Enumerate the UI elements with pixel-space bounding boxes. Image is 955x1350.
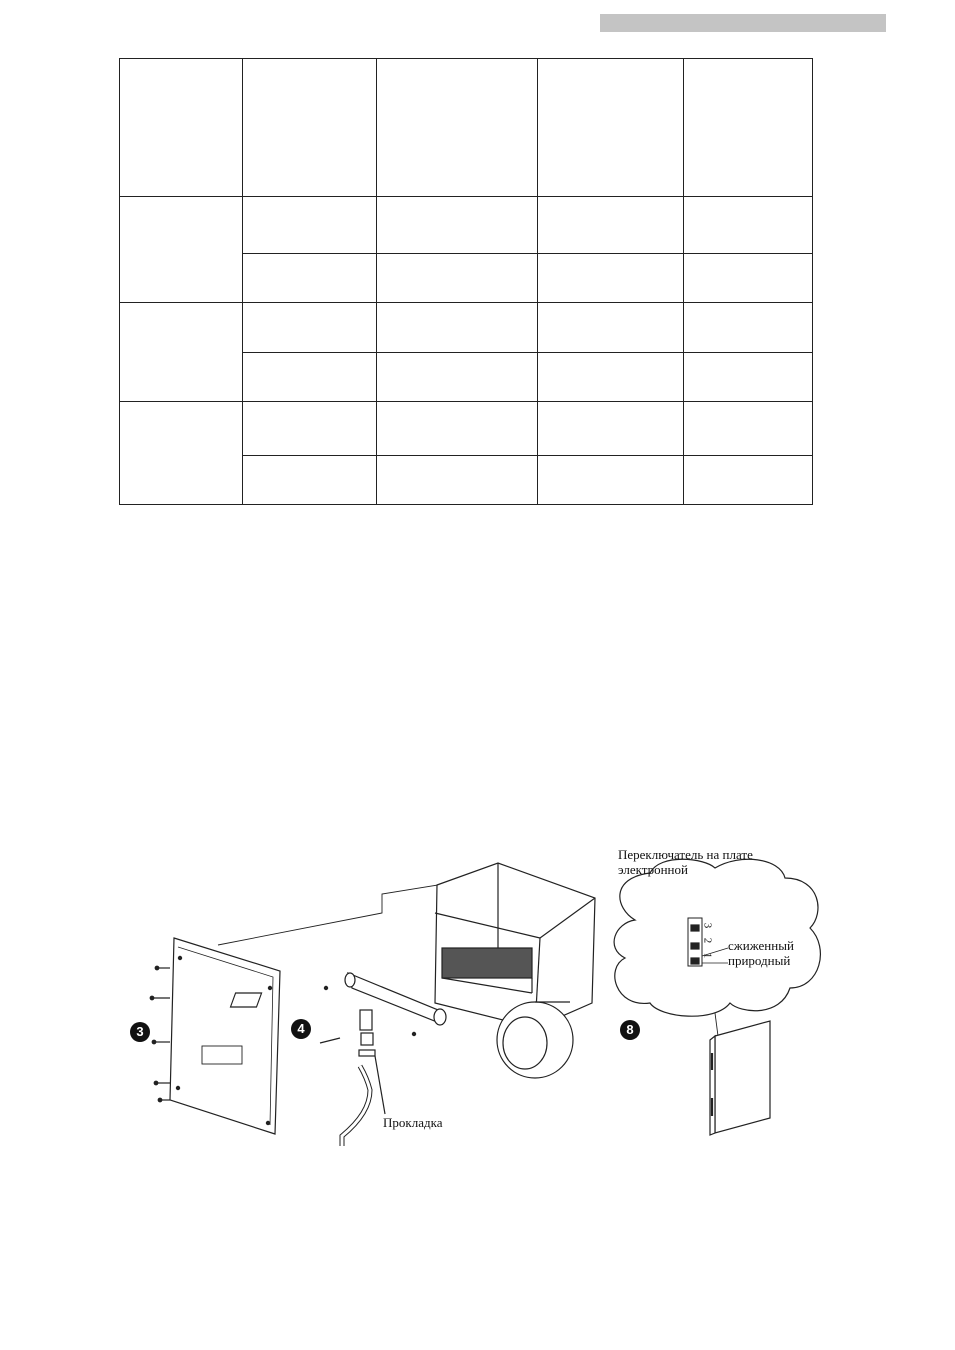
table-cell xyxy=(684,254,813,303)
table-cell xyxy=(243,254,377,303)
spec-table xyxy=(119,58,813,505)
table-cell xyxy=(538,456,684,505)
table-cell xyxy=(684,303,813,353)
burner-assembly-drawing xyxy=(435,863,595,1078)
table-header-cell xyxy=(684,59,813,197)
table-cell xyxy=(377,303,538,353)
table-cell xyxy=(538,254,684,303)
switch-pin-number: 3 xyxy=(701,922,714,929)
table-group-cell xyxy=(120,303,243,402)
table-row xyxy=(120,197,813,254)
table-cell xyxy=(684,456,813,505)
table-cell xyxy=(684,197,813,254)
table-cell xyxy=(538,402,684,456)
front-cover-panel-drawing xyxy=(150,938,280,1134)
step-marker-4: 4 xyxy=(291,1019,311,1039)
table-header-cell xyxy=(120,59,243,197)
table-cell xyxy=(538,197,684,254)
table-header-cell xyxy=(243,59,377,197)
control-board-drawing xyxy=(710,1021,770,1135)
table-group-cell xyxy=(120,197,243,303)
step-marker-3: 3 xyxy=(130,1022,150,1042)
table-cell xyxy=(377,254,538,303)
table-cell xyxy=(243,353,377,402)
assembly-drawing xyxy=(130,838,830,1168)
switch-pin-number: 2 xyxy=(701,937,714,944)
table-cell xyxy=(377,197,538,254)
header-bar xyxy=(600,14,886,32)
table-cell xyxy=(538,353,684,402)
exploded-assembly-figure xyxy=(130,838,830,1168)
switch-pin-number: 1 xyxy=(701,952,714,959)
table-row xyxy=(120,303,813,353)
table-cell xyxy=(243,303,377,353)
table-group-cell xyxy=(120,402,243,505)
table-header-row xyxy=(120,59,813,197)
table-cell xyxy=(538,303,684,353)
table-cell xyxy=(377,353,538,402)
table-cell xyxy=(243,402,377,456)
step-marker-8: 8 xyxy=(620,1020,640,1040)
gas-lpg-label: сжиженный xyxy=(728,938,794,953)
table-cell xyxy=(243,197,377,254)
table-cell xyxy=(243,456,377,505)
gasket-label: Прокладка xyxy=(383,1115,443,1130)
gas-natural-label: природный xyxy=(728,953,791,968)
table-row xyxy=(120,402,813,456)
table-cell xyxy=(684,402,813,456)
table-cell xyxy=(377,402,538,456)
table-cell xyxy=(377,456,538,505)
switch-caption-line2: электронной xyxy=(618,862,688,877)
table-cell xyxy=(684,353,813,402)
table-header-cell xyxy=(538,59,684,197)
table-header-cell xyxy=(377,59,538,197)
switch-caption-line1: Переключатель на плате xyxy=(618,847,753,862)
